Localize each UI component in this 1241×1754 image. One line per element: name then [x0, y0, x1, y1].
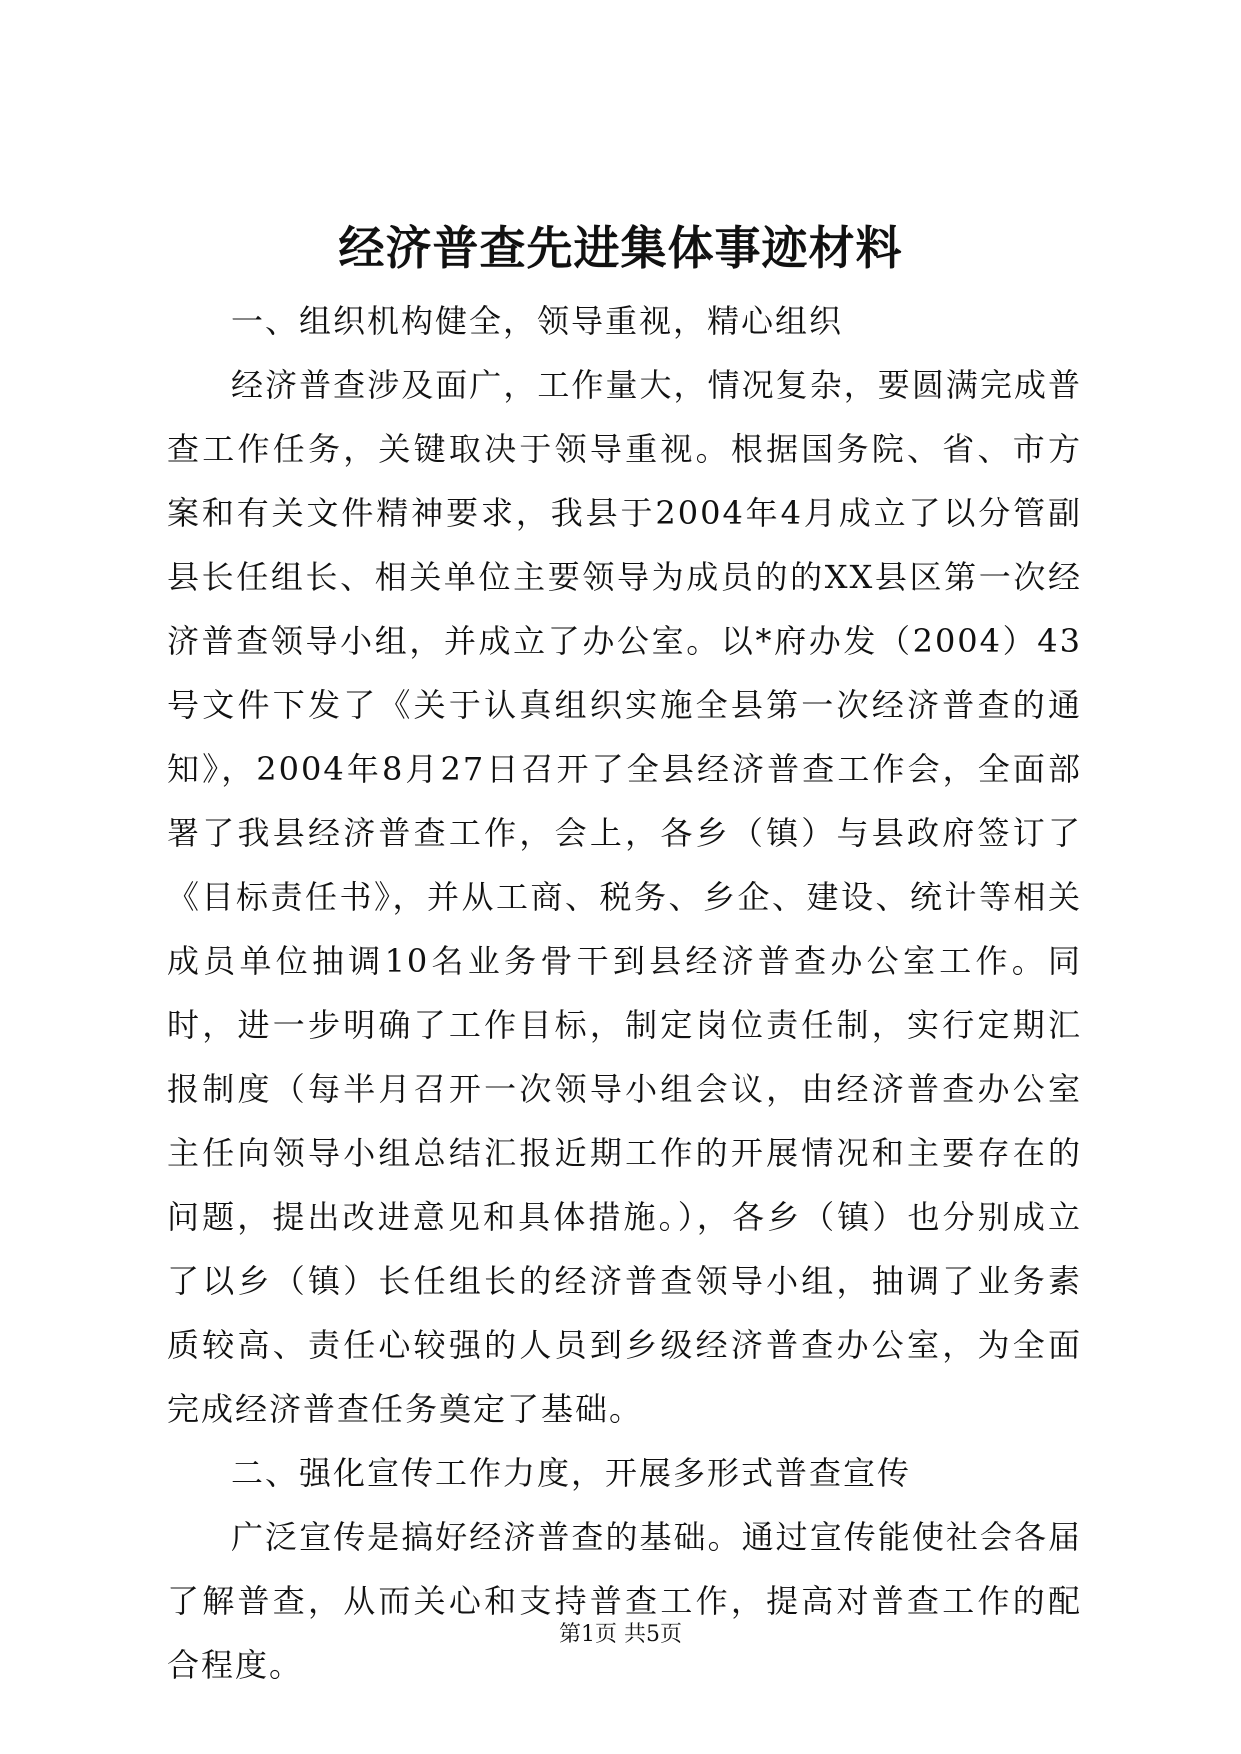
page-number-footer: 第1页 共5页: [559, 1622, 682, 1647]
section-heading-2: 二、强化宣传工作力度，开展多形式普查宣传: [231, 1454, 912, 1492]
section-1-paragraph-1: 经济普查涉及面广，工作量大，情况复杂，要圆满完成普查工作任务，关键取决于领导重视。根据国务院、省、市方案和有关文件精神要求，我县于2004年4月成立了以分管副县长任组长、相关单位主要领导为成员的的XX县区第一次经济普查领导小组，并成立了办公室。以*府办发（2004）43号文件下发了《关于认真组织实施全县第一次经济普查的通知》，2004年8月27日召开了全县经济普查工作会，全面部署了我县经济普查工作，会上，各乡（镇）与县政府签订了《目标责任书》，并从工商、税务、乡企、建设、统计等相关成员单位抽调10名业务骨干到县经济普查办公室工作。同时，进一步明确了工作目标，制定岗位责任制，实行定期汇报制度（每半月召开一次领导小组会议，由经济普查办公室主任向领导小组总结汇报近期工作的开展情况和主要存在的问题，提出改进意见和具体措施。），各乡（镇）也分别成立了以乡（镇）长任组长的经济普查领导小组，抽调了业务素质较高、责任心较强的人员到乡级经济普查办公室，为全面完成经济普查任务奠定了基础。: [167, 366, 1082, 1428]
document-title: 经济普查先进集体事迹材料: [338, 221, 903, 275]
document-body: [167, 289, 1082, 1697]
section-heading-1: 一、组织机构健全，领导重视，精心组织: [231, 302, 844, 340]
section-2-paragraph-1: 广泛宣传是搞好经济普查的基础。通过宣传能使社会各届了解普查，从而关心和支持普查工作，提高对普查工作的配合程度。: [167, 1518, 1082, 1684]
